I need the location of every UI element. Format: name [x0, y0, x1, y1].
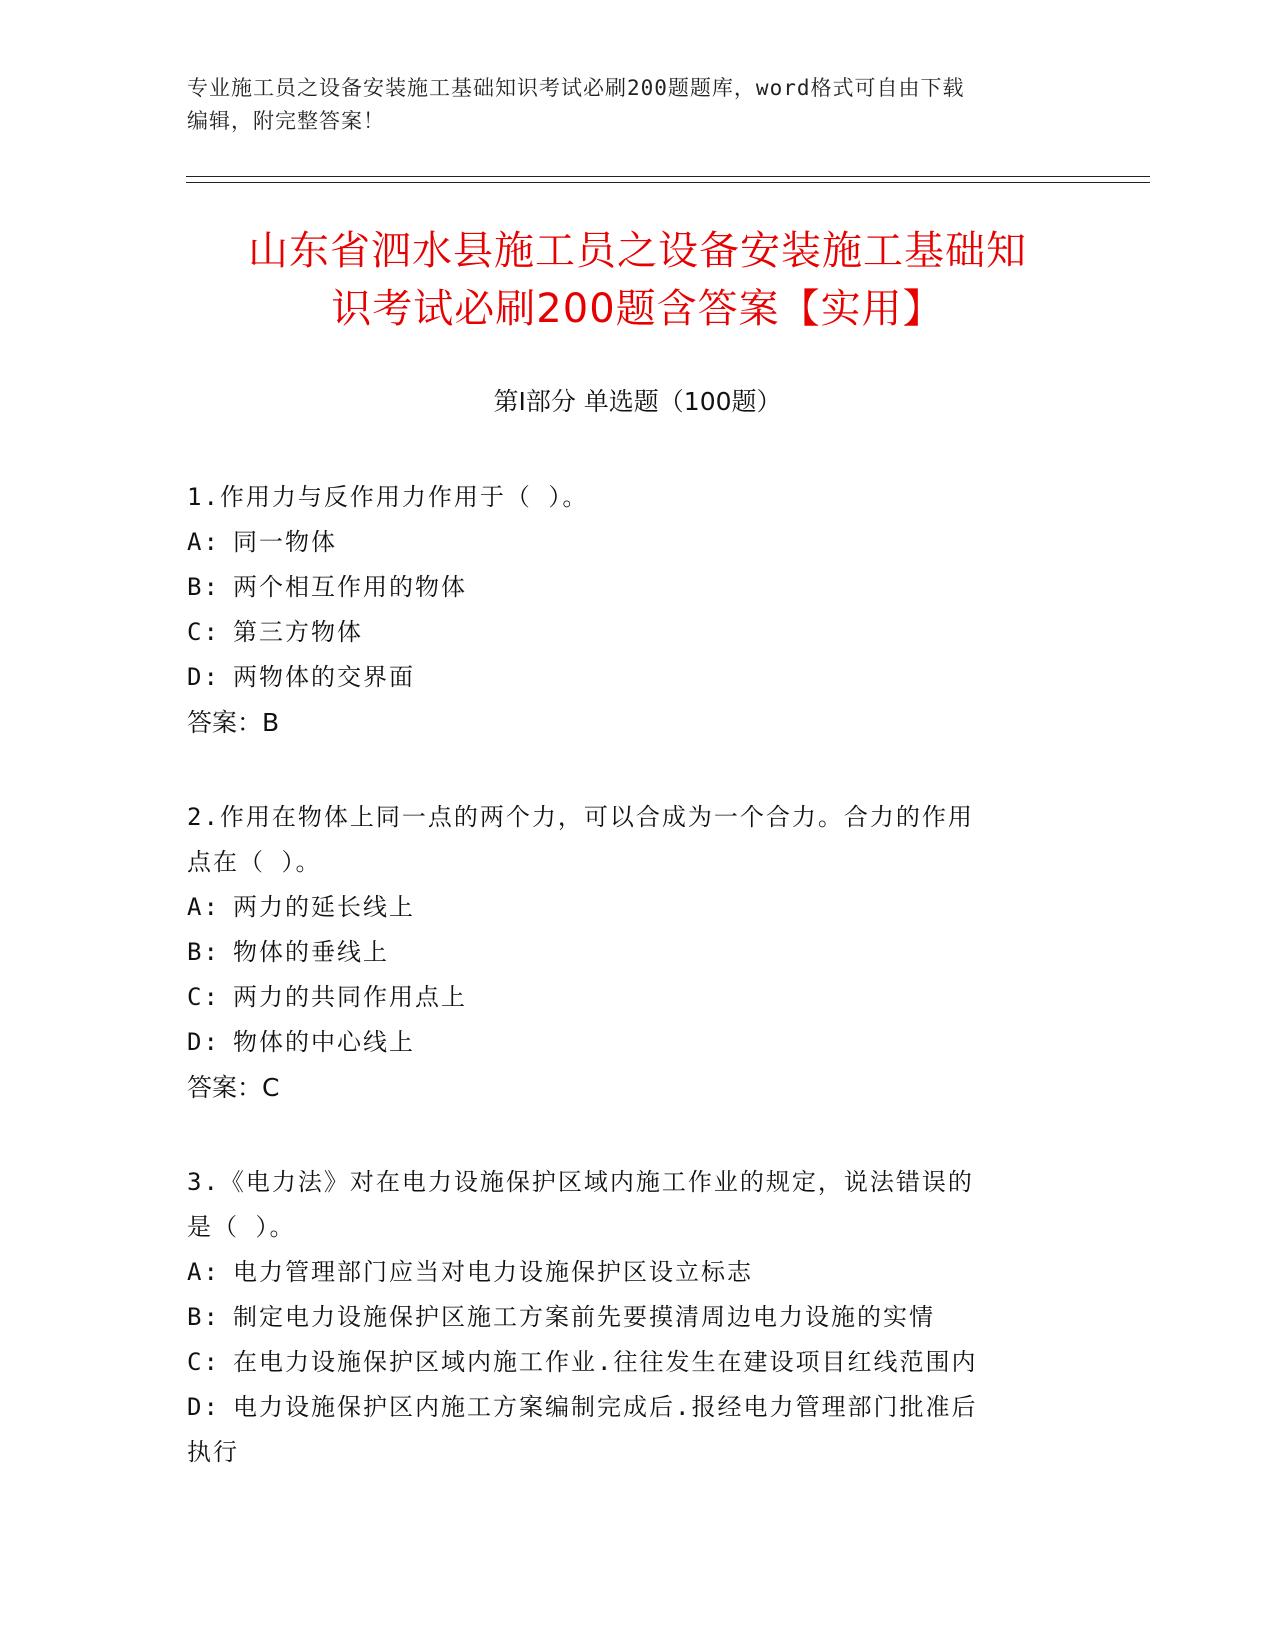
document-title-line-1: 山东省泗水县施工员之设备安装施工基础知	[248, 228, 1027, 274]
question-number: 2.	[187, 803, 220, 831]
question-stem-continuation	[187, 1205, 1067, 1250]
question-item	[187, 795, 1067, 1110]
question-option	[187, 520, 1067, 565]
answer-line	[187, 1065, 1067, 1110]
option-letter: C:	[187, 618, 220, 646]
option-letter: D:	[187, 663, 220, 691]
question-list	[187, 475, 1067, 1525]
option-text: 电力设施保护区内施工方案编制完成后.报经电力管理部门批准后	[233, 1393, 978, 1421]
question-option	[187, 975, 1067, 1020]
question-option	[187, 930, 1067, 975]
section-title: 第Ⅰ部分 单选题（100题）	[493, 387, 782, 416]
question-option	[187, 1020, 1067, 1065]
option-text-continuation: 执行	[187, 1438, 239, 1466]
question-stem-continuation	[187, 840, 1067, 885]
question-option	[187, 565, 1067, 610]
option-letter: B:	[187, 938, 220, 966]
answer-value: C	[262, 1073, 280, 1102]
document-title	[150, 222, 1125, 338]
answer-label: 答案：	[187, 1073, 263, 1102]
document-title-line-2: 识考试必刷200题含答案【实用】	[331, 286, 944, 332]
option-letter: A:	[187, 1258, 220, 1286]
question-option	[187, 610, 1067, 655]
option-text: 两力的延长线上	[233, 893, 415, 921]
question-number: 1.	[187, 483, 220, 511]
question-option	[187, 885, 1067, 930]
question-stem-text: 点在（ ）。	[187, 848, 322, 876]
option-text: 第三方物体	[233, 618, 363, 646]
header-rule-bottom	[186, 182, 1150, 183]
question-stem-text: 作用力与反作用力作用于（ ）。	[219, 483, 589, 511]
option-letter: C:	[187, 983, 220, 1011]
question-number: 3.	[187, 1168, 220, 1196]
option-text: 两个相互作用的物体	[233, 573, 467, 601]
header-note-line-1: 专业施工员之设备安装施工基础知识考试必刷200题题库，word格式可自由下载	[187, 76, 965, 100]
question-option	[187, 1295, 1067, 1340]
question-item	[187, 475, 1067, 745]
header-rule-top	[186, 176, 1150, 177]
header-note-line-2: 编辑，附完整答案！	[187, 109, 385, 133]
option-text: 物体的垂线上	[233, 938, 389, 966]
option-letter: C:	[187, 1348, 220, 1376]
option-letter: A:	[187, 893, 220, 921]
header-note	[187, 72, 1067, 138]
question-stem-text: 是（ ）。	[187, 1213, 296, 1241]
answer-value: B	[262, 708, 280, 737]
option-letter: D:	[187, 1028, 220, 1056]
option-letter: B:	[187, 573, 220, 601]
question-stem	[187, 795, 1067, 840]
answer-line	[187, 700, 1067, 745]
option-text: 制定电力设施保护区施工方案前先要摸清周边电力设施的实情	[233, 1303, 935, 1331]
question-option	[187, 1250, 1067, 1295]
option-text: 在电力设施保护区域内施工作业.往往发生在建设项目红线范围内	[233, 1348, 978, 1376]
question-stem	[187, 475, 1067, 520]
question-option	[187, 1385, 1067, 1430]
option-text: 两力的共同作用点上	[233, 983, 467, 1011]
question-option	[187, 1340, 1067, 1385]
option-text: 电力管理部门应当对电力设施保护区设立标志	[233, 1258, 753, 1286]
option-text: 两物体的交界面	[233, 663, 415, 691]
question-stem-text: 作用在物体上同一点的两个力，可以合成为一个合力。合力的作用	[219, 803, 974, 831]
option-letter: B:	[187, 1303, 220, 1331]
option-letter: D:	[187, 1393, 220, 1421]
question-item	[187, 1160, 1067, 1475]
option-text: 物体的中心线上	[233, 1028, 415, 1056]
question-option	[187, 655, 1067, 700]
option-text: 同一物体	[233, 528, 337, 556]
option-letter: A:	[187, 528, 220, 556]
answer-label: 答案：	[187, 708, 263, 737]
question-stem	[187, 1160, 1067, 1205]
question-stem-text: 《电力法》对在电力设施保护区域内施工作业的规定，说法错误的	[219, 1168, 974, 1196]
